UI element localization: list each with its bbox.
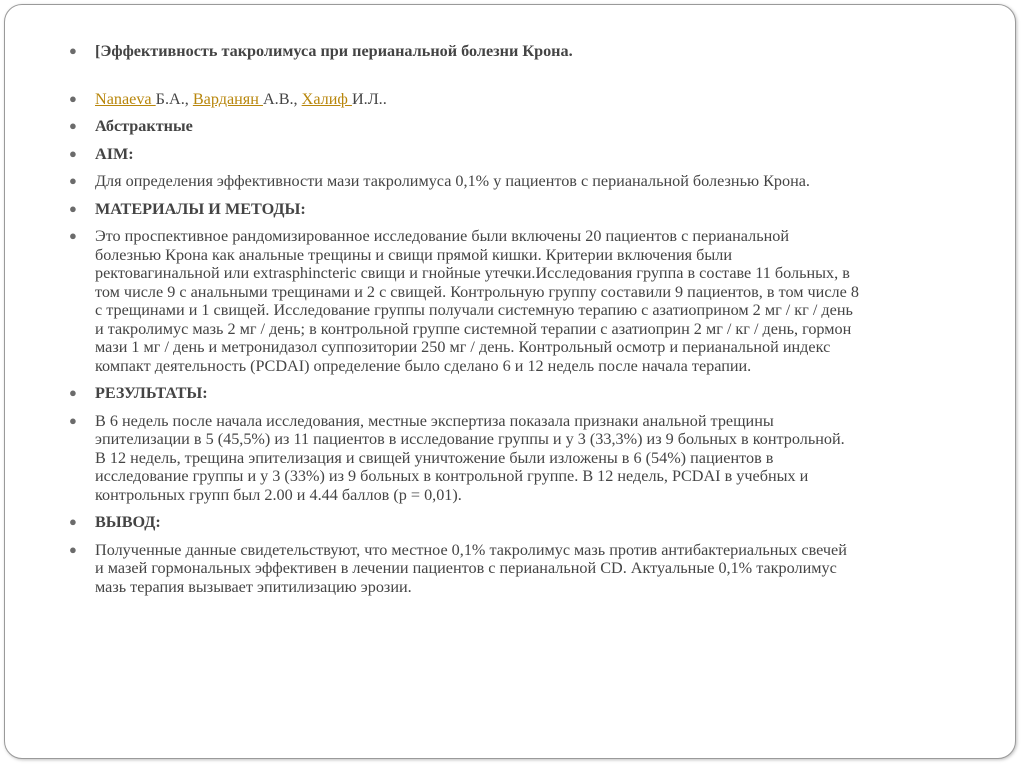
list-item-authors xyxy=(69,90,859,109)
results-text: В 6 недель после начала исследования, местные экспертиза показала признаки анальной трещины эпителизации в 5 (45,5%) из 11 пациентов в исследование группы и у 3 (33,3%) из 9 больных в контрольной. В 12 недель, трещина эпителизация и свищей уничтожение были изложены в 6 (54%) пациентов в исследование группы и у 3 (33%) из 9 больных в контрольной группе. В 12 недель, PCDAI в учебных и контрольных групп был 2.00 и 4.44 баллов (p = 0,01). xyxy=(95,411,845,504)
author-initials: Б.А., xyxy=(155,89,193,108)
bullet-icon: ● xyxy=(69,228,77,243)
list-item-results-text xyxy=(69,412,859,505)
bullet-icon: ● xyxy=(69,145,77,161)
results-heading: РЕЗУЛЬТАТЫ: xyxy=(95,384,208,402)
slide-content xyxy=(69,42,859,596)
author-initials: А.В., xyxy=(262,89,302,108)
conclusion-heading: ВЫВОД: xyxy=(95,513,161,531)
author-link-vardanyan[interactable]: Варданян xyxy=(192,89,263,108)
bullet-icon: ● xyxy=(69,90,77,106)
author-initials: И.Л.. xyxy=(351,89,387,108)
abstract-heading: Абстрактные xyxy=(95,117,193,135)
list-item-conclusion-heading xyxy=(69,513,859,532)
conclusion-text: Полученные данные свидетельствуют, что местное 0,1% такролимус мазь против антибактериальных свечей и мазей гормональных эффективен в лечении пациентов с перианальной CD. Актуальные 0,1% такролимус мазь терапия вызывает эпитилизацию эрозии. xyxy=(95,540,847,596)
author-link-nanaeva[interactable]: Nanaeva xyxy=(95,89,156,108)
list-item-aim-text xyxy=(69,172,859,191)
list-item-methods-heading xyxy=(69,200,859,219)
bullet-icon: ● xyxy=(69,514,77,529)
methods-text: Это проспективное рандомизированное исследование были включены 20 пациентов с перианальной болезнью Крона как анальные трещины и свищи прямой кишки. Критерии включения были ректовагинальной или extrasphincteric свищи и гнойные утечки.Исследования группа в составе 11 больных, в том числе 9 с анальными трещинами и 2 с свищей. Контрольную группу составили 9 пациентов, в том числе 8 с трещинами и 1 свищей. Исследование группы получали системную терапию с азатиоприном 2 мг / кг / день и такролимус мазь 2 мг / день; в контрольной группе системной терапии с азатиоприн 2 мг / кг / день, гормон мази 1 мг / день и метронидазол суппозитории 250 мг / день. Контрольный осмотр и перианальной индекс компакт деятельность (PCDAI) определение было сделано 6 и 12 недель после начала терапии. xyxy=(95,227,859,375)
list-item-abstract-heading xyxy=(69,117,859,136)
slide-frame xyxy=(4,4,1016,759)
abstract-title: [Эффективность такролимуса при перианальной болезни Крона. xyxy=(95,42,573,60)
bullet-icon: ● xyxy=(69,541,77,557)
bullet-icon: ● xyxy=(69,43,77,58)
list-item-conclusion-text xyxy=(69,541,859,597)
bullet-icon: ● xyxy=(69,173,77,188)
bullet-icon: ● xyxy=(69,118,77,133)
list-item-methods-text xyxy=(69,227,859,375)
aim-text: Для определения эффективности мази такролимуса 0,1% у пациентов с перианальной болезнью Крона. xyxy=(95,172,810,190)
list-item-aim-heading xyxy=(69,145,859,164)
author-link-khalif[interactable]: Халиф xyxy=(301,89,352,108)
methods-heading: МАТЕРИАЛЫ И МЕТОДЫ: xyxy=(95,199,306,218)
aim-heading: AIM: xyxy=(95,144,134,163)
bullet-icon: ● xyxy=(69,412,77,428)
bullet-list xyxy=(69,42,859,596)
bullet-icon: ● xyxy=(69,200,77,216)
bullet-icon: ● xyxy=(69,385,77,400)
list-item-results-heading xyxy=(69,384,859,403)
list-item-title xyxy=(69,42,859,61)
